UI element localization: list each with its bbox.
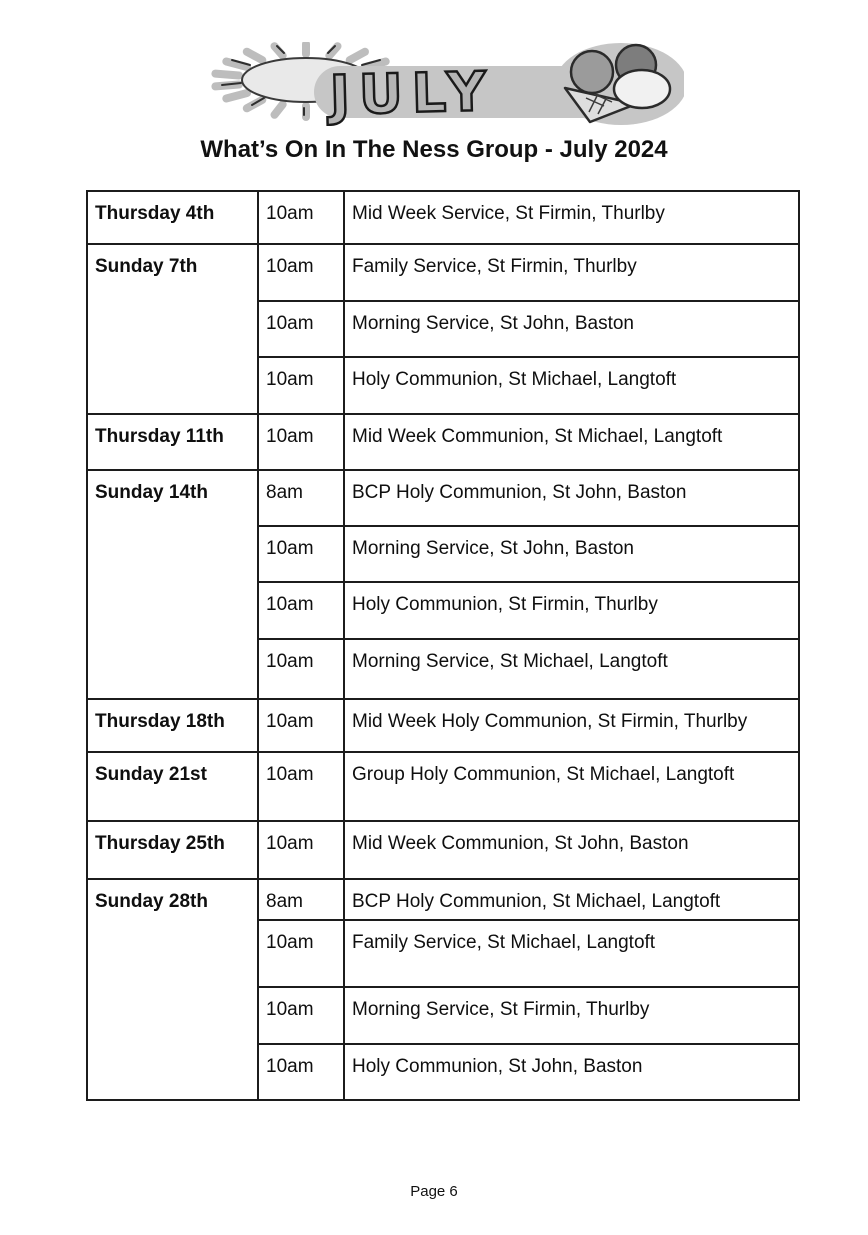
date-cell: Thursday 18th	[87, 699, 258, 752]
service-cell: Morning Service, St Michael, Langtoft	[344, 639, 799, 699]
time-cell: 10am	[258, 244, 344, 301]
service-cell: Mid Week Communion, St John, Baston	[344, 821, 799, 879]
schedule-table	[86, 190, 800, 1101]
time-cell: 10am	[258, 639, 344, 699]
schedule-row	[87, 821, 799, 879]
service-cell: BCP Holy Communion, St Michael, Langtoft	[344, 879, 799, 920]
page-number: Page 6	[410, 1183, 458, 1200]
date-cell: Sunday 28th	[87, 879, 258, 1100]
time-cell: 8am	[258, 470, 344, 526]
schedule-row	[87, 470, 799, 526]
date-cell: Thursday 4th	[87, 191, 258, 244]
service-cell: Mid Week Holy Communion, St Firmin, Thurlby	[344, 699, 799, 752]
service-cell: Family Service, St Firmin, Thurlby	[344, 244, 799, 301]
page-title: What’s On In The Ness Group - July 2024	[200, 136, 668, 163]
date-cell: Sunday 21st	[87, 752, 258, 821]
service-cell: Group Holy Communion, St Michael, Langtoft	[344, 752, 799, 821]
time-cell: 10am	[258, 301, 344, 357]
time-cell: 10am	[258, 357, 344, 414]
service-cell: Mid Week Service, St Firmin, Thurlby	[344, 191, 799, 244]
service-cell: BCP Holy Communion, St John, Baston	[344, 470, 799, 526]
schedule-row	[87, 752, 799, 821]
service-cell: Mid Week Communion, St Michael, Langtoft	[344, 414, 799, 470]
service-cell: Holy Communion, St Michael, Langtoft	[344, 357, 799, 414]
time-cell: 10am	[258, 1044, 344, 1100]
time-cell: 8am	[258, 879, 344, 920]
time-cell: 10am	[258, 582, 344, 639]
schedule-row	[87, 879, 799, 920]
date-cell: Sunday 7th	[87, 244, 258, 414]
time-cell: 10am	[258, 752, 344, 821]
july-header-art	[184, 42, 684, 126]
date-cell: Thursday 25th	[87, 821, 258, 879]
time-cell: 10am	[258, 699, 344, 752]
date-cell: Sunday 14th	[87, 470, 258, 699]
schedule-row	[87, 191, 799, 244]
ice-cream-icon	[555, 43, 684, 125]
schedule-body	[87, 191, 799, 1100]
time-cell: 10am	[258, 526, 344, 582]
july-wordart-text: JULY	[329, 59, 496, 126]
service-cell: Family Service, St Michael, Langtoft	[344, 920, 799, 987]
service-cell: Holy Communion, St John, Baston	[344, 1044, 799, 1100]
schedule-row	[87, 414, 799, 470]
time-cell: 10am	[258, 920, 344, 987]
service-cell: Morning Service, St John, Baston	[344, 301, 799, 357]
time-cell: 10am	[258, 191, 344, 244]
schedule-row	[87, 699, 799, 752]
july-header-svg	[184, 42, 684, 126]
service-cell: Holy Communion, St Firmin, Thurlby	[344, 582, 799, 639]
time-cell: 10am	[258, 414, 344, 470]
time-cell: 10am	[258, 821, 344, 879]
time-cell: 10am	[258, 987, 344, 1044]
schedule-row	[87, 244, 799, 301]
service-cell: Morning Service, St Firmin, Thurlby	[344, 987, 799, 1044]
service-cell: Morning Service, St John, Baston	[344, 526, 799, 582]
date-cell: Thursday 11th	[87, 414, 258, 470]
